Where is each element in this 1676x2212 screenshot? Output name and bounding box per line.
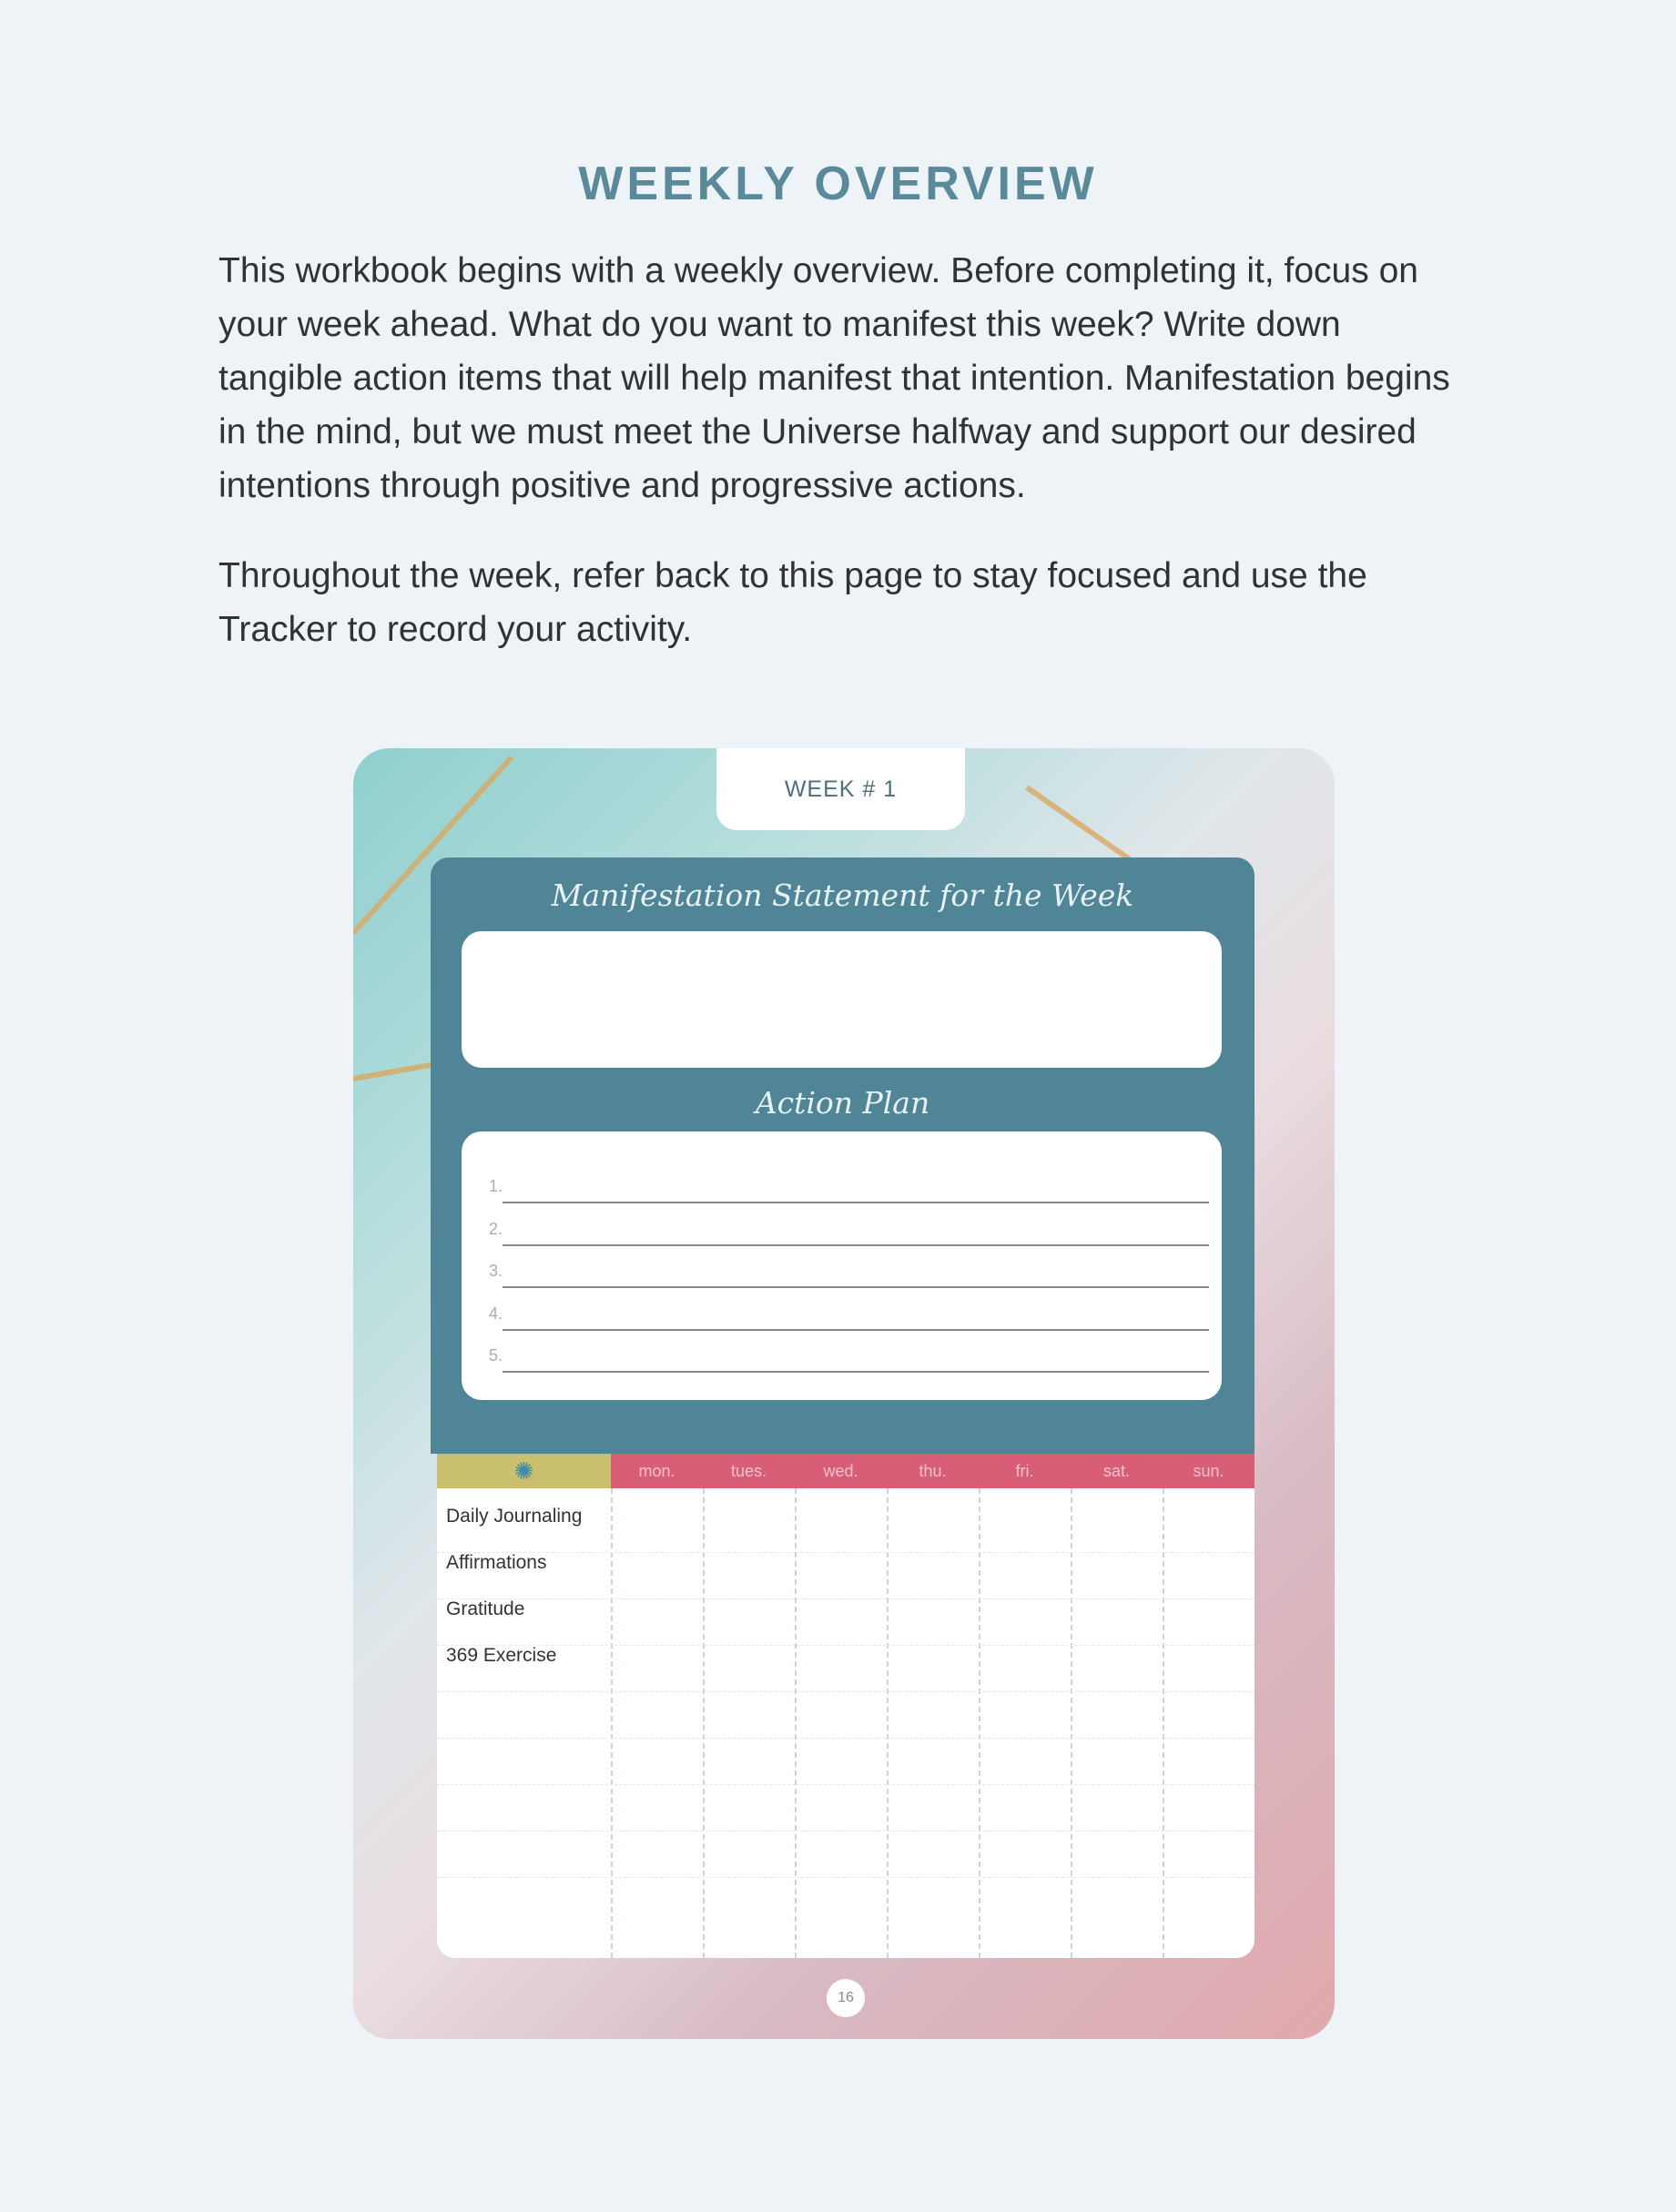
action-line[interactable] (503, 1286, 1209, 1288)
column-divider (887, 1488, 889, 1958)
action-number: 2. (489, 1220, 503, 1238)
statement-box[interactable] (462, 931, 1222, 1068)
day-header: sun. (1193, 1462, 1224, 1480)
page-title: WEEKLY OVERVIEW (578, 157, 1098, 210)
week-label: WEEK # 1 (716, 748, 965, 830)
day-header: thu. (919, 1462, 947, 1480)
day-header: fri. (1015, 1462, 1034, 1480)
column-divider (611, 1488, 613, 1958)
column-divider (1071, 1488, 1072, 1958)
row-divider (437, 1552, 1254, 1553)
instruction-paragraph: Throughout the week, refer back to this page to stay focused and use the Tracker to record your activity. (218, 556, 1367, 649)
action-line[interactable] (503, 1244, 1209, 1246)
intro-paragraph: This workbook begins with a weekly overview. Before completing it, focus on your week ahead. What do you want to manifest this week? Write down tangible action items that will help manifest that intention. Manifestation begins in the mind, but we must meet the Universe halfway and support our desired intentions through positive and progressive actions. (218, 251, 1450, 505)
action-line[interactable] (503, 1371, 1209, 1373)
tracker-row-label: Daily Journaling (446, 1506, 583, 1527)
tracker-row-label: Affirmations (446, 1552, 547, 1573)
day-header: wed. (823, 1462, 858, 1480)
row-divider (437, 1645, 1254, 1646)
column-divider (703, 1488, 705, 1958)
action-plan-title: Action Plan (755, 1085, 930, 1121)
action-plan-box[interactable] (462, 1131, 1222, 1400)
row-divider (437, 1784, 1254, 1785)
row-divider (437, 1691, 1254, 1692)
action-number: 3. (489, 1262, 503, 1280)
tracker-row-label: 369 Exercise (446, 1645, 557, 1666)
statement-title: Manifestation Statement for the Week (551, 878, 1134, 913)
sun-icon: ✺ (437, 1454, 611, 1488)
column-divider (795, 1488, 797, 1958)
row-divider (437, 1598, 1254, 1599)
action-line[interactable] (503, 1329, 1209, 1331)
day-header: sat. (1102, 1462, 1130, 1480)
row-divider (437, 1877, 1254, 1878)
statement-panel (431, 857, 1254, 1454)
tracker-row-label: Gratitude (446, 1598, 525, 1619)
column-divider (979, 1488, 980, 1958)
action-line[interactable] (503, 1202, 1209, 1203)
day-header: tues. (730, 1462, 767, 1480)
column-divider (1163, 1488, 1164, 1958)
action-number: 4. (489, 1304, 503, 1323)
row-divider (437, 1738, 1254, 1739)
action-number: 5. (489, 1346, 503, 1365)
action-number: 1. (489, 1177, 503, 1195)
day-header: mon. (638, 1462, 675, 1480)
page-number: 16 (827, 1979, 865, 2017)
weekly-overview-preview (353, 748, 1335, 2039)
gold-vein-decoration (353, 1061, 434, 1081)
habit-tracker (437, 1454, 1254, 1958)
